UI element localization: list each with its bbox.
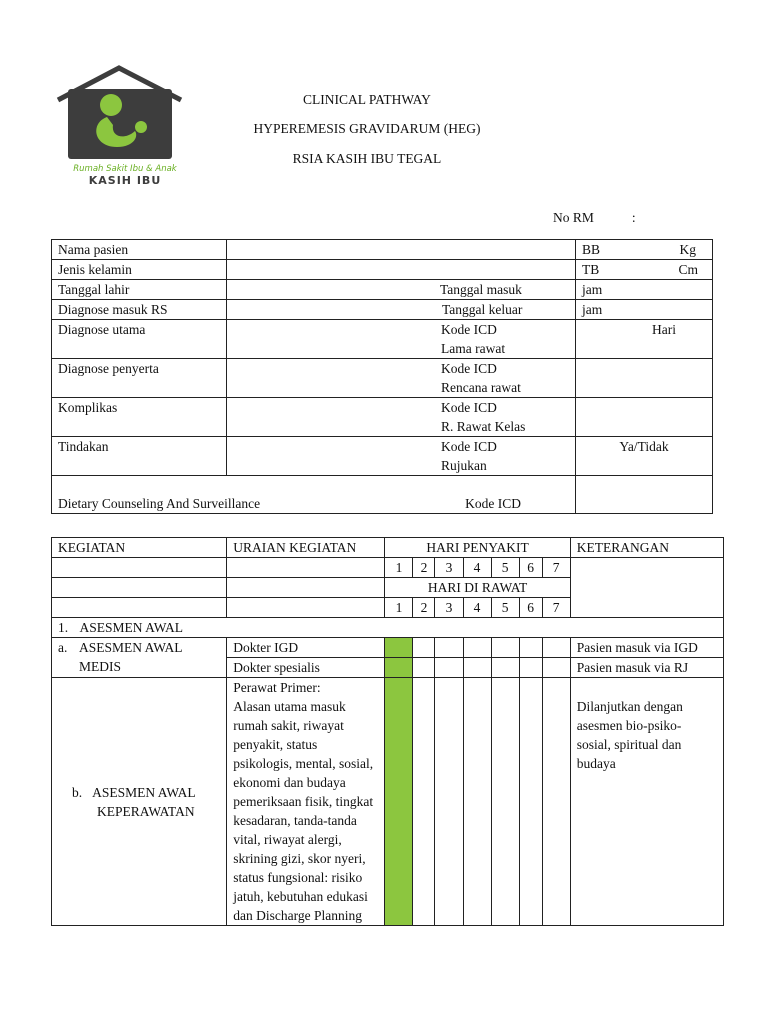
day-1-checked[interactable] <box>385 638 413 658</box>
label-diagnose-utama: Diagnose utama <box>52 320 227 359</box>
day-5-cell[interactable] <box>491 658 519 678</box>
label-tanggal-lahir: Tanggal lahir <box>52 280 227 300</box>
no-rm-label: No RM <box>553 210 594 225</box>
patient-info-table <box>51 239 713 514</box>
ket-line: Dilanjutkan dengan <box>576 699 683 714</box>
day-cell: 7 <box>542 558 570 578</box>
label-tb: TB <box>582 262 600 277</box>
hospital-name: RSIA KASIH IBU TEGAL <box>292 151 442 166</box>
ket-pasien-rj: Pasien masuk via RJ <box>570 658 723 678</box>
day-cell: 1 <box>385 558 413 578</box>
perawat-line: dan Discharge Planning <box>233 908 362 923</box>
field-diagnose-masuk[interactable] <box>227 300 576 320</box>
day-2-cell[interactable] <box>413 658 435 678</box>
field-diagnose-utama[interactable] <box>227 320 576 359</box>
day-6-cell[interactable] <box>519 658 542 678</box>
label-kode-icd: Kode ICD <box>441 361 497 376</box>
field-nama-pasien[interactable] <box>227 240 576 260</box>
ket-pasien-igd: Pasien masuk via IGD <box>570 638 723 658</box>
page-subtitle: HYPEREMESIS GRAVIDARUM (HEG) <box>253 121 481 136</box>
table-row <box>52 320 713 359</box>
label-nama-pasien: Nama pasien <box>52 240 227 260</box>
label-diagnose-masuk: Diagnose masuk RS <box>52 300 227 320</box>
day-1-checked[interactable] <box>385 658 413 678</box>
ket-perawat <box>570 678 723 926</box>
day-7-cell[interactable] <box>542 678 570 926</box>
ket-line: asesmen bio-psiko- <box>576 718 682 733</box>
label-dietary: Dietary Counseling And Surveillance <box>58 496 261 511</box>
day-6-cell[interactable] <box>519 678 542 926</box>
day-6-cell[interactable] <box>519 638 542 658</box>
label-ya-tidak: Ya/Tidak <box>619 439 669 454</box>
label-diagnose-penyerta: Diagnose penyerta <box>52 359 227 398</box>
section-title: ASESMEN AWAL <box>79 620 184 635</box>
day-5-cell[interactable] <box>491 678 519 926</box>
perawat-line: vital, riwayat alergi, <box>233 832 342 847</box>
day-1-checked[interactable] <box>385 678 413 926</box>
day-3-cell[interactable] <box>435 658 463 678</box>
field-dietary[interactable] <box>576 476 713 514</box>
label-rencana-rawat: Rencana rawat <box>441 380 521 395</box>
uraian-dokter-igd: Dokter IGD <box>227 638 385 658</box>
table-row <box>52 280 713 300</box>
uraian-dokter-spesialis: Dokter spesialis <box>227 658 385 678</box>
label-kode-icd: Kode ICD <box>465 496 521 511</box>
day-cell: 4 <box>463 598 491 618</box>
field-tindakan[interactable] <box>227 437 576 476</box>
perawat-line: Alasan utama masuk <box>233 699 346 714</box>
asesmen-medis-line2: MEDIS <box>79 659 122 674</box>
perawat-line: skrining gizi, skor nyeri, <box>233 851 366 866</box>
label-kode-icd: Kode ICD <box>441 400 497 415</box>
table-row <box>52 476 713 514</box>
day-3-cell[interactable] <box>435 638 463 658</box>
table-row <box>52 638 724 658</box>
day-cell: 3 <box>435 598 463 618</box>
asesmen-keperawatan-line2: KEPERAWATAN <box>97 803 195 819</box>
item-letter-b: b. <box>72 784 83 800</box>
ket-line: sosial, spiritual dan <box>576 737 682 752</box>
day-cell: 7 <box>542 598 570 618</box>
table-row <box>52 240 713 260</box>
table-row <box>52 359 713 398</box>
col-kegiatan: KEGIATAN <box>52 538 227 558</box>
day-7-cell[interactable] <box>542 638 570 658</box>
section-number: 1. <box>58 620 69 635</box>
table-row <box>52 678 724 926</box>
perawat-line: kesadaran, tanda-tanda <box>233 813 357 828</box>
unit-kg: Kg <box>679 242 696 257</box>
label-kode-icd: Kode ICD <box>441 322 497 337</box>
col-hari-penyakit: HARI PENYAKIT <box>385 538 570 558</box>
day-cell: 2 <box>413 558 435 578</box>
asesmen-keperawatan-line1: ASESMEN AWAL <box>92 784 196 800</box>
col-keterangan: KETERANGAN <box>570 538 723 558</box>
logo-tagline: Rumah Sakit Ibu & Anak <box>73 164 177 174</box>
day-3-cell[interactable] <box>435 678 463 926</box>
day-cell: 2 <box>413 598 435 618</box>
no-rm-field <box>553 210 636 226</box>
day-cell: 6 <box>519 598 542 618</box>
day-2-cell[interactable] <box>413 678 435 926</box>
ket-line: budaya <box>576 756 616 771</box>
field-komplikas[interactable] <box>227 398 576 437</box>
label-tindakan: Tindakan <box>52 437 227 476</box>
table-row <box>52 300 713 320</box>
perawat-line: penyakit, status <box>233 737 318 752</box>
day-cell: 5 <box>491 598 519 618</box>
field-rencana-rawat[interactable] <box>576 359 713 398</box>
field-rawat-kelas[interactable] <box>576 398 713 437</box>
label-tanggal-masuk: Tanggal masuk <box>440 282 522 297</box>
table-row <box>52 558 724 578</box>
item-letter-a: a. <box>58 640 68 655</box>
field-diagnose-penyerta[interactable] <box>227 359 576 398</box>
unit-cm: Cm <box>678 262 698 277</box>
perawat-line: ekonomi dan budaya <box>233 775 346 790</box>
label-jam-masuk: jam <box>576 280 713 300</box>
label-tanggal-keluar: Tanggal keluar <box>442 302 523 317</box>
table-row <box>52 437 713 476</box>
perawat-line: Perawat Primer: <box>233 680 321 695</box>
page-title: CLINICAL PATHWAY <box>303 92 431 107</box>
table-row <box>52 260 713 280</box>
day-cell: 1 <box>385 598 413 618</box>
perawat-line: psikologis, mental, sosial, <box>233 756 374 771</box>
day-cell: 4 <box>463 558 491 578</box>
label-hari: Hari <box>652 322 676 337</box>
table-header-row <box>52 538 724 558</box>
day-cell: 5 <box>491 558 519 578</box>
day-cell: 6 <box>519 558 542 578</box>
day-4-cell[interactable] <box>463 678 491 926</box>
asesmen-medis-line1: ASESMEN AWAL <box>79 640 183 655</box>
field-tanggal-lahir[interactable] <box>227 280 576 300</box>
day-5-cell[interactable] <box>491 638 519 658</box>
label-kode-icd: Kode ICD <box>441 439 497 454</box>
logo-name: KASIH IBU <box>88 174 162 187</box>
label-jam-keluar: jam <box>576 300 713 320</box>
day-7-cell[interactable] <box>542 658 570 678</box>
perawat-line: rumah sakit, riwayat <box>233 718 344 733</box>
perawat-line: status fungsional: risiko <box>233 870 363 885</box>
perawat-line: jatuh, kebutuhan edukasi <box>233 889 368 904</box>
label-rujukan: Rujukan <box>441 458 487 473</box>
day-2-cell[interactable] <box>413 638 435 658</box>
label-bb: BB <box>582 242 601 257</box>
label-komplikas: Komplikas <box>52 398 227 437</box>
field-jenis-kelamin[interactable] <box>227 260 576 280</box>
day-4-cell[interactable] <box>463 638 491 658</box>
label-jenis-kelamin: Jenis kelamin <box>52 260 227 280</box>
day-cell: 3 <box>435 558 463 578</box>
perawat-line: pemeriksaan fisik, tingkat <box>233 794 374 809</box>
activity-table <box>51 537 724 926</box>
label-rawat-kelas: R. Rawat Kelas <box>441 419 526 434</box>
hari-di-rawat-label: HARI DI RAWAT <box>385 578 570 598</box>
day-4-cell[interactable] <box>463 658 491 678</box>
col-uraian: URAIAN KEGIATAN <box>227 538 385 558</box>
label-lama-rawat: Lama rawat <box>441 341 506 356</box>
no-rm-colon: : <box>631 210 636 225</box>
table-row <box>52 398 713 437</box>
section-row <box>52 618 724 638</box>
uraian-perawat <box>227 678 385 926</box>
